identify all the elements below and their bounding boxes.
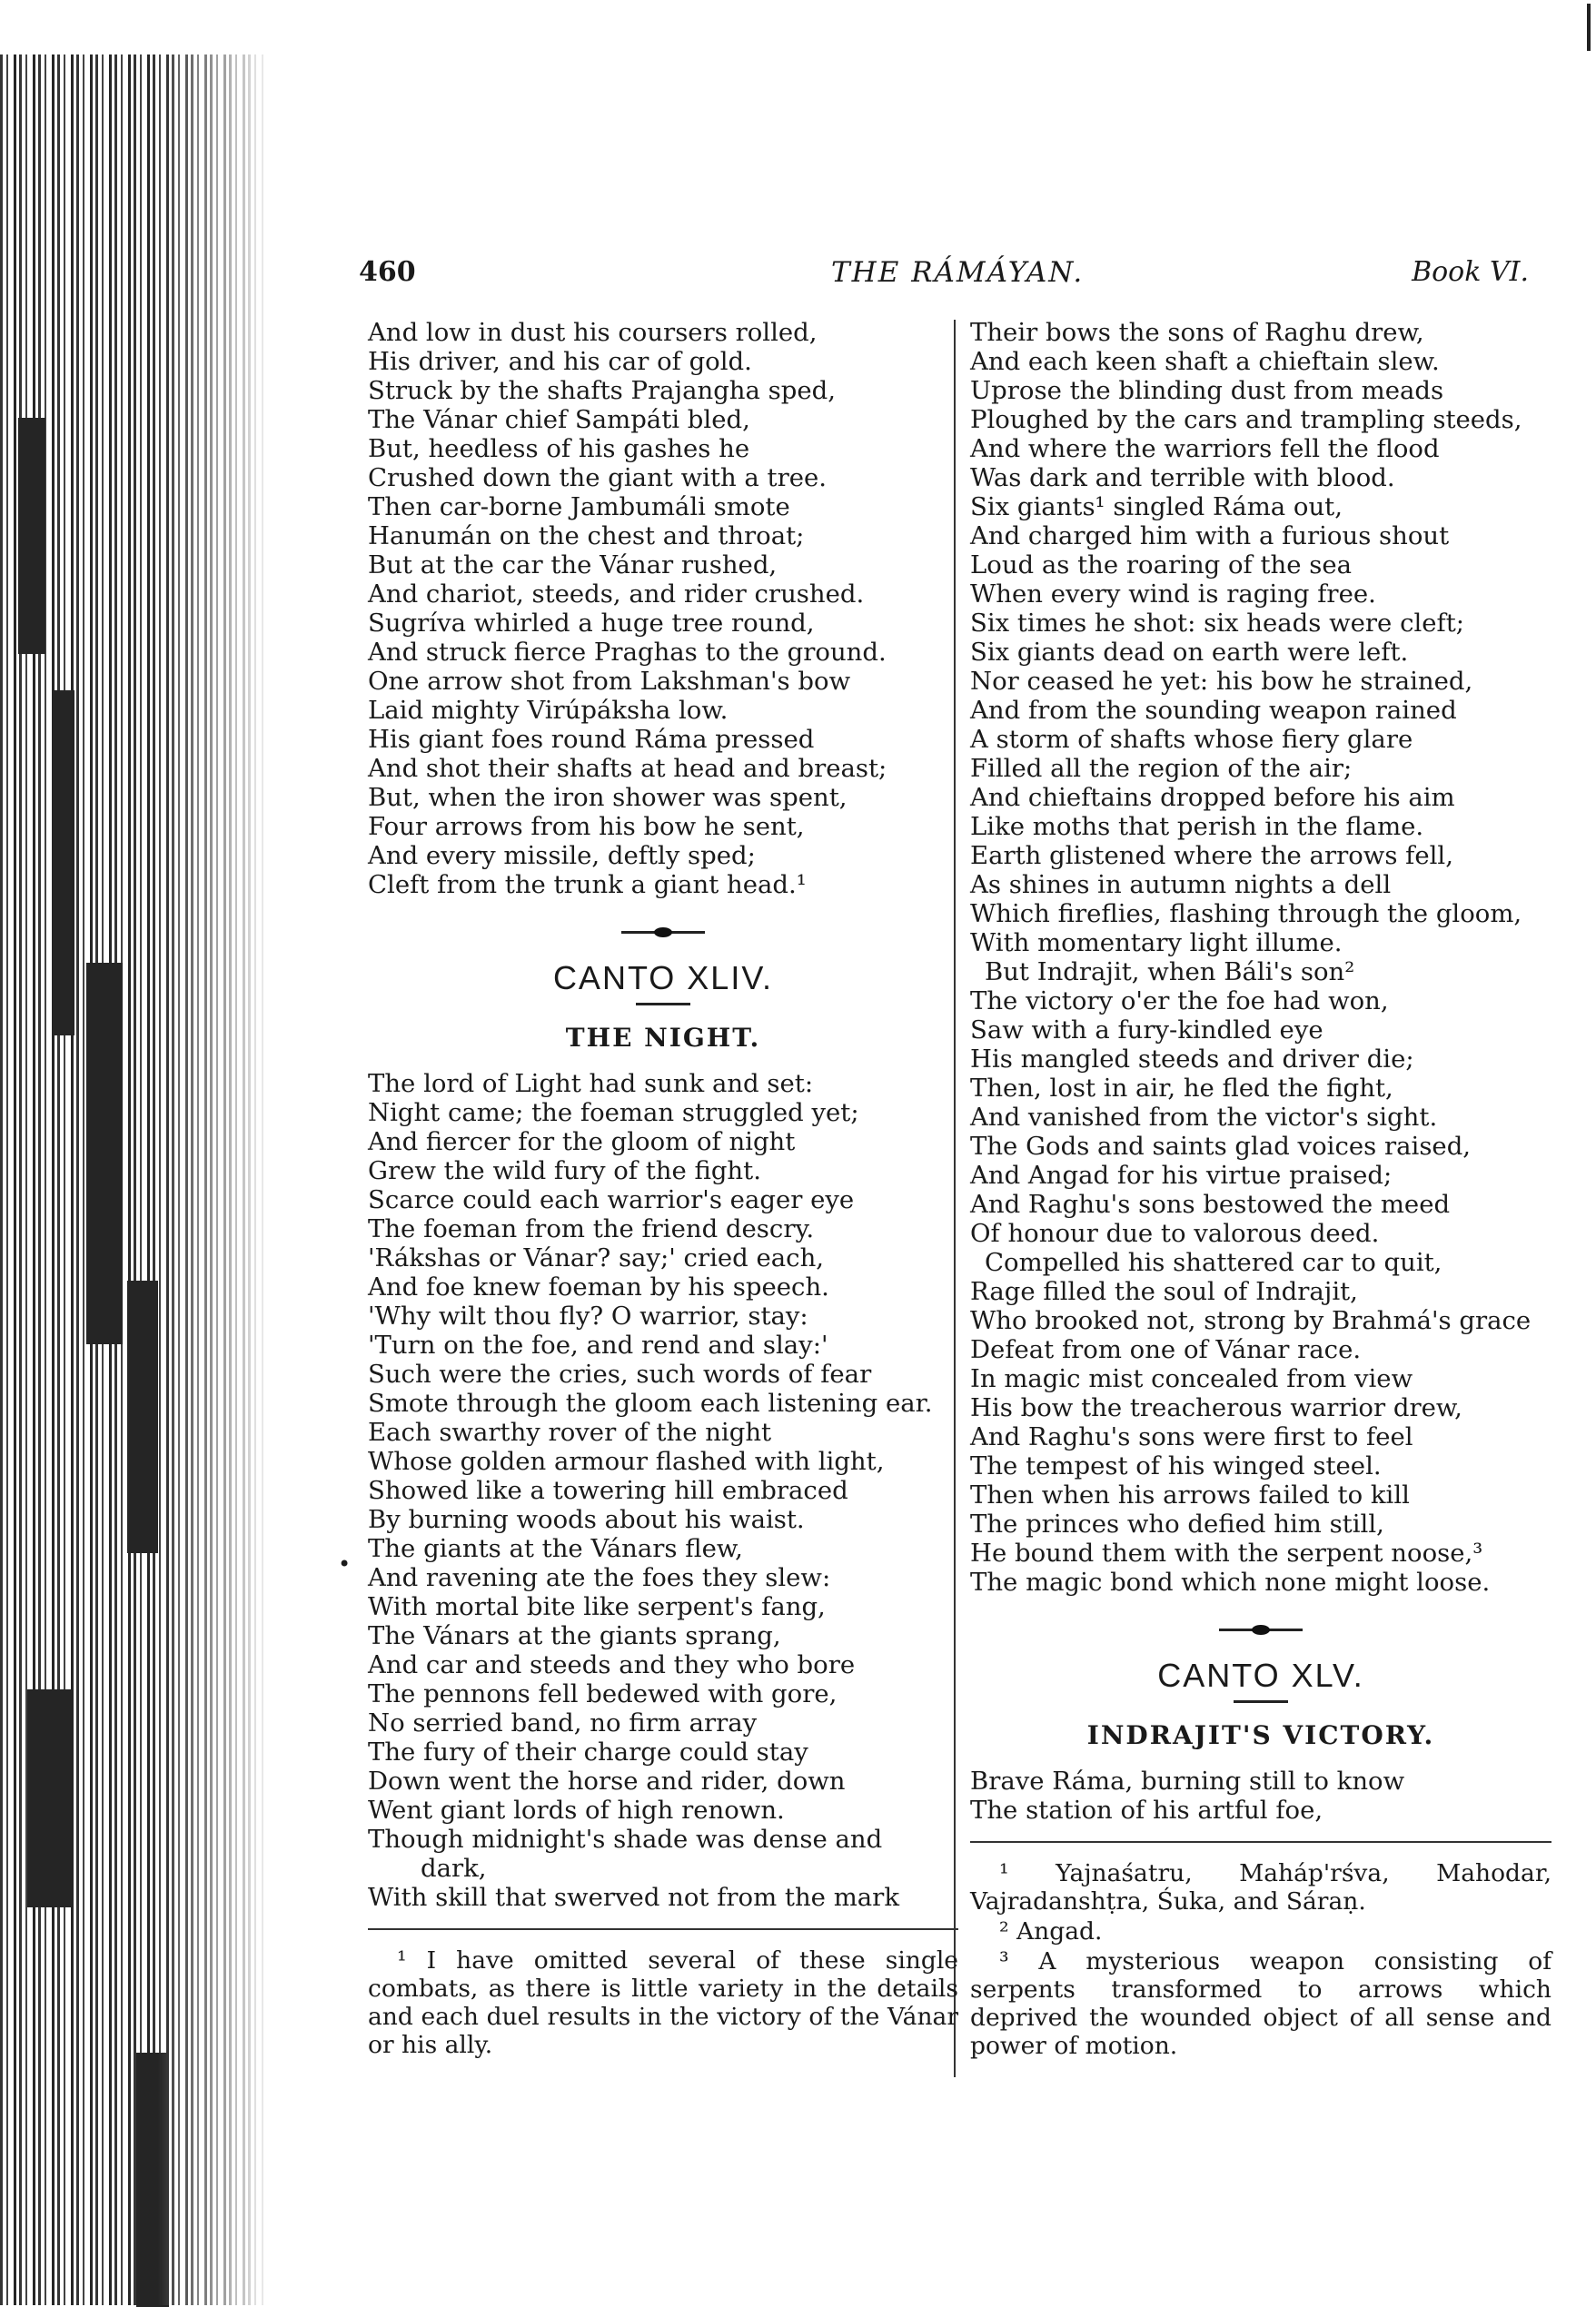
verse-line: Their bows the sons of Raghu drew, (970, 318, 1424, 347)
title-rule (1234, 1700, 1288, 1703)
verse-line: Like moths that perish in the flame. (970, 812, 1424, 841)
verse-line: And vanished from the victor's sight. (970, 1103, 1438, 1132)
verse-line: With momentary light illume. (970, 928, 1343, 957)
verse-line: Night came; the foeman struggled yet; (368, 1098, 859, 1127)
verse-line: And Raghu's sons were first to feel (970, 1422, 1413, 1451)
canto-title: CANTO XLV. (1157, 1657, 1364, 1694)
verse-line: Of honour due to valorous deed. (970, 1219, 1380, 1248)
verse-line: Then when his arrows failed to kill (970, 1480, 1410, 1510)
verse-line: Grew the wild fury of the fight. (368, 1156, 761, 1185)
verse-line: In magic mist concealed from view (970, 1364, 1413, 1393)
canto-subtitle: INDRAJIT'S VICTORY. (1086, 1720, 1435, 1750)
verse-line: Saw with a fury-kindled eye (970, 1015, 1323, 1045)
verse-line: And each keen shaft a chieftain slew. (970, 347, 1440, 376)
verse-line: Rage filled the soul of Indrajit, (970, 1277, 1358, 1306)
verse-line: Laid mighty Virúpáksha low. (368, 696, 729, 725)
verse-line: Earth glistened where the arrows fell, (970, 841, 1453, 870)
verse-line: The magic bond which none might loose. (970, 1568, 1491, 1597)
verse-line: But at the car the Vánar rushed, (368, 550, 778, 579)
verse-line: And chariot, steeds, and rider crushed. (368, 579, 865, 609)
verse-line: Scarce could each warrior's eager eye (368, 1185, 855, 1214)
canto-subtitle: THE NIGHT. (565, 1023, 761, 1053)
verse-line: With mortal bite like serpent's fang, (368, 1592, 826, 1621)
verse-line: Loud as the roaring of the sea (970, 550, 1353, 579)
footnote-rule (368, 1928, 958, 1930)
book-label: Book VI. (1412, 256, 1529, 288)
verse-line: Each swarthy rover of the night (368, 1418, 772, 1447)
verse-line: Hanumán on the chest and throat; (368, 521, 805, 550)
verse-line: One arrow shot from Lakshman's bow (368, 667, 851, 696)
verse-line: As shines in autumn nights a dell (970, 870, 1392, 899)
verse-line: 'Turn on the foe, and rend and slay:' (368, 1331, 828, 1360)
verse-block (368, 318, 958, 899)
verse-line: Filled all the region of the air; (970, 754, 1353, 783)
scanned-page-edge (0, 54, 263, 2305)
verse-line: Which fireflies, flashing through the gloom, (970, 899, 1522, 928)
verse-line: The station of his artful foe, (970, 1796, 1323, 1825)
verse-line: Whose golden armour flashed with light, (368, 1447, 885, 1476)
verse-line: 'Rákshas or Vánar? say;' cried each, (368, 1243, 825, 1272)
verse-line: Nor ceased he yet: his bow he strained, (970, 667, 1473, 696)
verse-line: And Angad for his virtue praised; (970, 1161, 1393, 1190)
verse-block (970, 318, 1551, 1597)
verse-line: The Vánars at the giants sprang, (368, 1621, 781, 1650)
section-ornament (368, 919, 958, 946)
verse-line: Four arrows from his bow he sent, (368, 812, 805, 841)
left-column (368, 318, 958, 2061)
verse-line: And shot their shafts at head and breast; (368, 754, 887, 783)
verse-line: Six times he shot: six heads were cleft; (970, 609, 1465, 638)
verse-line: But, when the iron shower was spent, (368, 783, 848, 812)
verse-line: Crushed down the giant with a tree. (368, 463, 828, 492)
footnote (368, 1946, 958, 2059)
verse-line: And chieftains dropped before his aim (970, 783, 1455, 812)
verse-line: By burning woods about his waist. (368, 1505, 805, 1534)
verse-line: Though midnight's shade was dense and (368, 1825, 883, 1854)
right-column (970, 318, 1551, 2062)
footnote-rule (970, 1841, 1551, 1843)
verse-line: The victory o'er the foe had won, (970, 986, 1389, 1015)
verse-line: Was dark and terrible with blood. (970, 463, 1395, 492)
verse-line: Showed like a towering hill embraced (368, 1476, 848, 1505)
verse-line: And low in dust his coursers rolled, (368, 318, 818, 347)
verse-line: And foe knew foeman by his speech. (368, 1272, 829, 1302)
verse-line: The giants at the Vánars flew, (368, 1534, 743, 1563)
verse-line: No serried band, no firm array (368, 1708, 758, 1738)
canto-title: CANTO XLIV. (552, 959, 774, 996)
verse-line: Then car-borne Jambumáli smote (368, 492, 790, 521)
verse-line: When every wind is raging free. (970, 579, 1376, 609)
verse-line: Struck by the shafts Prajangha sped, (368, 376, 836, 405)
verse-line: Six giants¹ singled Ráma out, (970, 492, 1343, 521)
footnote-text: ¹ Yajnaśatru, Maháp'rśva, Mahodar, Vajradanshṭra, Śuka, and Sáraṇ. (970, 1859, 1551, 1916)
verse-line: And Raghu's sons bestowed the meed (970, 1190, 1451, 1219)
running-title: THE RÁMÁYAN. (831, 256, 1085, 289)
verse-line: Brave Ráma, burning still to know (970, 1767, 1405, 1796)
verse-block (970, 1767, 1551, 1825)
verse-line: Then, lost in air, he fled the fight, (970, 1074, 1393, 1103)
title-rule (636, 1003, 690, 1005)
section-ornament (970, 1617, 1551, 1644)
verse-line: Smote through the gloom each listening ear. (368, 1389, 933, 1418)
verse-line: His mangled steeds and driver die; (970, 1045, 1414, 1074)
verse-block (368, 1069, 958, 1912)
margin-mark: • (338, 1551, 352, 1577)
verse-line: But, heedless of his gashes he (368, 434, 750, 463)
verse-line: The tempest of his winged steel. (970, 1451, 1382, 1480)
verse-line: The fury of their charge could stay (368, 1738, 808, 1767)
verse-line: And charged him with a furious shout (970, 521, 1450, 550)
verse-line: Sugríva whirled a huge tree round, (368, 609, 815, 638)
verse-line: Cleft from the trunk a giant head.¹ (368, 870, 807, 899)
verse-line: Such were the cries, such words of fear (368, 1360, 872, 1389)
verse-line: Down went the horse and rider, down (368, 1767, 846, 1796)
scan-mark (1587, 4, 1591, 51)
verse-line: He bound them with the serpent noose,³ (970, 1539, 1483, 1568)
verse-line: Six giants dead on earth were left. (970, 638, 1409, 667)
verse-line: And ravening ate the foes they slew: (368, 1563, 831, 1592)
verse-line: His giant foes round Ráma pressed (368, 725, 815, 754)
verse-line: His driver, and his car of gold. (368, 347, 752, 376)
footnote-text: ³ A mysterious weapon consisting of serpents transformed to arrows which deprived the wounded object of all sense and power of motion. (970, 1947, 1551, 2060)
verse-line: Uprose the blinding dust from meads (970, 376, 1444, 405)
verse-line: But Indrajit, when Báli's son² (985, 957, 1355, 986)
verse-line: Ploughed by the cars and trampling steeds, (970, 405, 1522, 434)
verse-line: The lord of Light had sunk and set: (368, 1069, 814, 1098)
verse-line: And from the sounding weapon rained (970, 696, 1457, 725)
page-number: 460 (359, 256, 416, 288)
verse-line: The pennons fell bedewed with gore, (368, 1679, 838, 1708)
verse-line: Compelled his shattered car to quit, (985, 1248, 1442, 1277)
verse-line: The Gods and saints glad voices raised, (970, 1132, 1472, 1161)
verse-line: His bow the treacherous warrior drew, (970, 1393, 1462, 1422)
footnote-text: ² Angad. (999, 1917, 1103, 1946)
verse-line: Who brooked not, strong by Brahmá's grace (970, 1306, 1532, 1335)
verse-line: A storm of shafts whose fiery glare (970, 725, 1413, 754)
verse-line: With skill that swerved not from the mark (368, 1883, 899, 1912)
footnotes (970, 1859, 1551, 2060)
verse-line: And fiercer for the gloom of night (368, 1127, 796, 1156)
verse-line: The Vánar chief Sampáti bled, (368, 405, 750, 434)
verse-line: dark, (421, 1854, 487, 1883)
verse-line: And struck fierce Praghas to the ground. (368, 638, 887, 667)
footnote-text: ¹ I have omitted several of these single combats, as there is little variety in the details and each duel results in the victory of the Vánar or his ally. (368, 1946, 958, 2059)
verse-line: The princes who defied him still, (970, 1510, 1384, 1539)
verse-line: The foeman from the friend descry. (368, 1214, 815, 1243)
verse-line: And every missile, deftly sped; (368, 841, 756, 870)
verse-line: Defeat from one of Vánar race. (970, 1335, 1362, 1364)
verse-line: 'Why wilt thou fly? O warrior, stay: (368, 1302, 808, 1331)
verse-line: And where the warriors fell the flood (970, 434, 1440, 463)
verse-line: And car and steeds and they who bore (368, 1650, 856, 1679)
page-header (359, 256, 1540, 298)
verse-line: Went giant lords of high renown. (368, 1796, 785, 1825)
